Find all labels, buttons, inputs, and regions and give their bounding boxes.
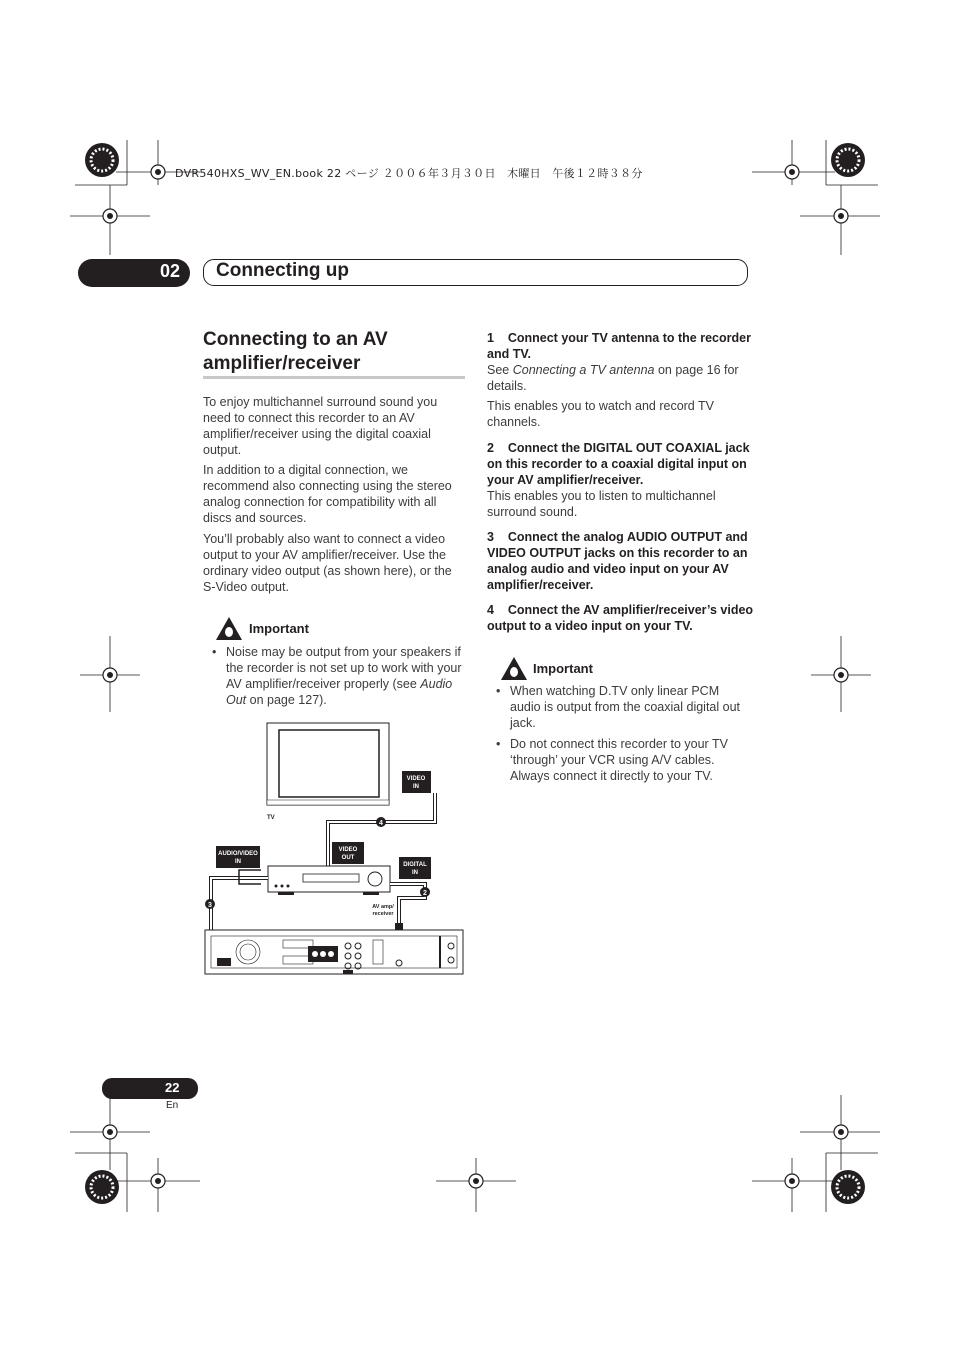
svg-text:IN: IN — [413, 784, 419, 790]
warning-icon — [500, 656, 528, 681]
recorder-rear-panel — [205, 930, 463, 974]
audio-video-in-label: AUDIO/VIDEO — [218, 851, 258, 857]
amp-label: AV amp/ — [372, 904, 394, 910]
digital-in-label: DIGITAL — [403, 862, 427, 868]
book-header-line: DVR540HXS_WV_EN.book 22 ページ ２００６年３月３０日 木曜日 午後１２時３８分 — [175, 167, 643, 180]
tv-label: TV — [267, 815, 275, 821]
step-3-heading: 3 Connect the analog AUDIO OUTPUT and VIDEO OUTPUT jacks on this recorder to an analog audio and video input on your AV amplifier/receiver. — [487, 530, 748, 592]
video-in-label: VIDEO — [406, 776, 426, 782]
section-title: Connecting to an AV amplifier/receiver — [203, 329, 388, 374]
intro-paragraph-3: You’ll probably also want to connect a video output to your AV amplifier/receiver. Use the ordinary video output (as shown here), or the S-Video output. — [203, 532, 452, 594]
page-number: 22 — [165, 1080, 180, 1095]
av-amplifier-illustration — [268, 866, 390, 895]
step-1-see-text: See Connecting a TV antenna on page 16 for details. — [487, 363, 739, 393]
step-1-heading: 1 Connect your TV antenna to the recorder and TV. — [487, 331, 751, 361]
step-2-heading: 2 Connect the DIGITAL OUT COAXIAL jack on this recorder to a coaxial digital input on your AV amplifier/receiver. — [487, 441, 750, 487]
svg-text:OUT: OUT — [341, 855, 355, 861]
step-4-heading: 4 Connect the AV amplifier/receiver’s video output to a video input on your TV. — [487, 603, 754, 633]
important-label-right: Important — [533, 661, 593, 676]
important-bullet-right-2: • Do not connect this recorder to your TV ‘through’ your VCR using A/V cables. Always connect it directly to your TV. — [496, 737, 728, 783]
video-out-label: VIDEO — [338, 847, 358, 853]
intro-paragraph-2: In addition to a digital connection, we recommend also connecting using the stereo analog connection for compatibility with all discs and sources. — [203, 463, 452, 525]
svg-text:receiver: receiver — [372, 911, 394, 917]
important-bullet-right-1: • When watching D.TV only linear PCM audio is output from the coaxial digital out jack. — [496, 684, 740, 730]
section-divider — [203, 376, 465, 379]
page-language: En — [166, 1100, 179, 1111]
chapter-number: 02 — [160, 261, 181, 281]
chapter-title: Connecting up — [216, 260, 349, 281]
svg-text:IN: IN — [412, 870, 418, 876]
intro-paragraph-1: To enjoy multichannel surround sound you need to connect this recorder to an AV amplifier/receiver using the digital coaxial output. — [203, 395, 438, 457]
step-1-body: This enables you to watch and record TV channels. — [487, 399, 714, 429]
warning-icon — [215, 616, 243, 641]
tv-illustration — [267, 723, 389, 805]
important-bullet-left: • Noise may be output from your speakers if the recorder is not set up to work with your AV amplifier/receiver properly (see Audio Out on page 127). — [212, 645, 462, 707]
badge-2: 2 — [423, 890, 427, 897]
svg-text:IN: IN — [235, 859, 241, 865]
badge-3: 3 — [208, 902, 212, 909]
step-2-body: This enables you to listen to multichannel surround sound. — [487, 489, 716, 519]
important-label-left: Important — [249, 621, 309, 636]
connection-diagram — [203, 718, 467, 978]
page-number-tab — [102, 1078, 198, 1099]
badge-4: 4 — [379, 820, 383, 827]
